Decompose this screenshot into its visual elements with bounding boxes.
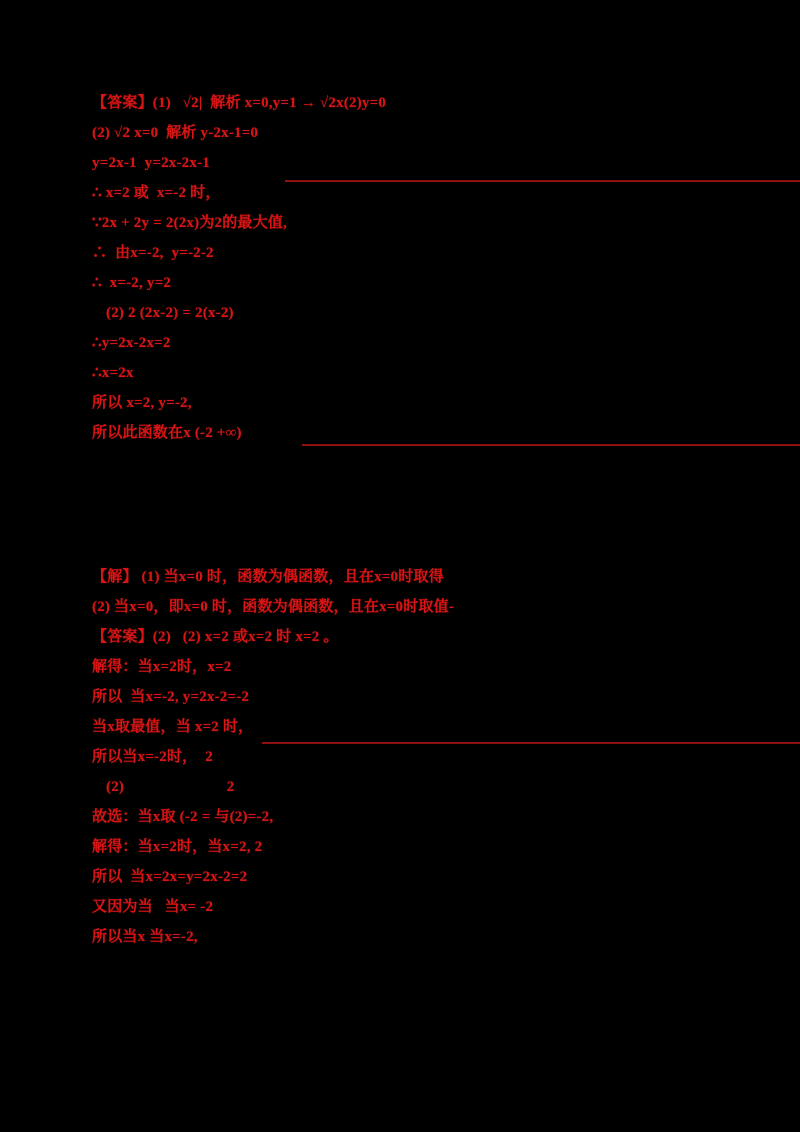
- answer-section-2: [92, 562, 792, 952]
- text-line: (2) 2: [106, 779, 235, 795]
- text-line: 又因为当 当x= -2: [92, 899, 214, 915]
- answer-section-1: [92, 88, 792, 448]
- text-line: (2) 当x=0，即x=0 时，函数为偶函数，且在x=0时取值-: [92, 599, 455, 615]
- text-line: y=2x-1 y=2x-2x-1: [92, 155, 210, 171]
- text-line: 故选：当x取 (-2 = 与(2)=-2,: [92, 809, 274, 825]
- text-line: 所以当x 当x=-2,: [92, 929, 198, 945]
- text-line: 解得：当x=2时，当x=2, 2: [92, 839, 263, 855]
- text-line: 解得：当x=2时，x=2: [92, 659, 232, 675]
- text-line: (2) √2 x=0 解析 y-2x-1=0: [92, 125, 259, 141]
- text-line: 【解】 (1) 当x=0 时，函数为偶函数，且在x=0时取得: [92, 569, 444, 585]
- text-line: 所以此函数在x (-2 +∞): [92, 425, 242, 441]
- text-line: 【答案】(1) √2| 解析 x=0,y=1 → √2x(2)y=0: [92, 95, 387, 111]
- text-line: ∴ 由x=-2, y=-2-2: [92, 245, 214, 261]
- text-line: (2) 2 (2x-2) = 2(x-2): [106, 305, 234, 321]
- horizontal-rule: [262, 742, 800, 744]
- text-line: 所以 当x=2x=y=2x-2=2: [92, 869, 248, 885]
- text-line: ∴ x=-2, y=2: [92, 275, 172, 291]
- text-line: 所以当x=-2时， 2: [92, 749, 213, 765]
- text-line: ∵2x + 2y = 2(2x)为2的最大值,: [92, 215, 287, 231]
- horizontal-rule: [302, 444, 800, 446]
- text-line: ∴ x=2 或 x=-2 时，: [92, 185, 221, 201]
- text-line: ∴y=2x-2x=2: [92, 335, 171, 351]
- text-line: 所以 当x=-2, y=2x-2=-2: [92, 689, 250, 705]
- text-line: 所以 x=2, y=-2,: [92, 395, 192, 411]
- text-line: ∴x=2x: [92, 365, 134, 381]
- horizontal-rule: [285, 180, 800, 182]
- text-line: 【答案】(2) (2) x=2 或x=2 时 x=2 。: [92, 629, 339, 645]
- text-line: 当x取最值，当 x=2 时，: [92, 719, 254, 735]
